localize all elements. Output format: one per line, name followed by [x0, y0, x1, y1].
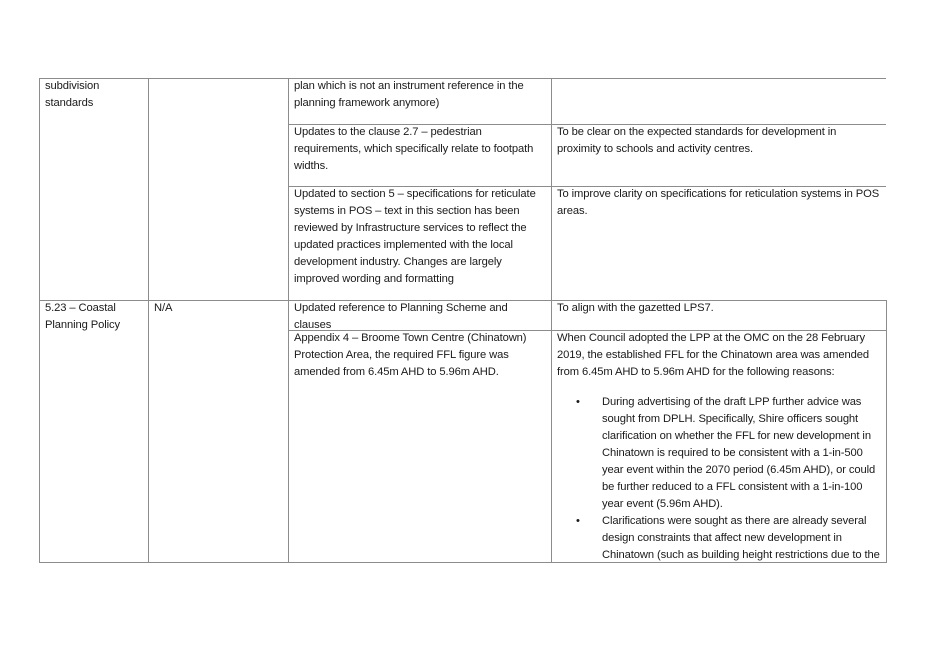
reason-text: To be clear on the expected standards for development in proximity to schools and activity centres.	[557, 126, 837, 155]
bullet-text: During advertising of the draft LPP further advice was sought from DPLH. Specifically, Shire officers sought clarification on whether the FFL for new development in Chinatown is required to be consistent with a 1-in-500 year event within the 2070 period (6.45m AHD), or could be further reduced to a FFL consistent with a 1-in-100 year event (5.96m AHD).	[602, 396, 876, 510]
column-divider	[39, 78, 40, 563]
change-text: plan which is not an instrument reference in the planning framework anymore)	[294, 80, 524, 109]
reason-cell	[557, 330, 882, 564]
clause-text: N/A	[154, 302, 173, 314]
reason-cell	[557, 124, 882, 158]
column-divider	[551, 78, 552, 563]
reason-text: When Council adopted the LPP at the OMC on the 28 February 2019, the established FFL for the Chinatown area was amended from 6.45m AHD to 5.96m AHD for the following reasons:	[557, 332, 870, 378]
topic-text: 5.23 – Coastal Planning Policy	[45, 302, 120, 331]
change-cell	[294, 124, 546, 175]
bullet-text: Clarifications were sought as there are already several design constraints that affect new development in Chinatown (such as building height restrictions due to the	[602, 515, 880, 561]
change-cell	[294, 78, 546, 112]
change-text: Updated to section 5 – specifications for reticulate systems in POS – text in this section has been reviewed by Infrastructure services to reflect the updated practices implemented with the local development industry. Changes are largely improved wording and formatting	[294, 188, 536, 285]
reason-cell	[557, 300, 882, 317]
column-divider	[148, 78, 149, 563]
bullet-icon: •	[576, 515, 580, 527]
bullet-icon: •	[576, 396, 580, 408]
change-cell	[294, 186, 546, 288]
column-divider	[288, 78, 289, 563]
table-right-border	[886, 300, 887, 563]
reason-cell	[557, 186, 882, 220]
topic-cell	[45, 78, 140, 112]
bullet-item	[576, 394, 882, 513]
topic-cell	[45, 300, 140, 334]
change-cell	[294, 330, 546, 381]
reason-text: To align with the gazetted LPS7.	[557, 302, 714, 314]
change-cell	[294, 300, 546, 334]
clause-cell	[154, 300, 284, 317]
reason-bullet-list	[557, 394, 882, 564]
change-text: Updated reference to Planning Scheme and clauses	[294, 302, 508, 331]
bullet-item	[576, 513, 882, 564]
change-text: Updates to the clause 2.7 – pedestrian requirements, which specifically relate to footpath widths.	[294, 126, 534, 172]
change-text: Appendix 4 – Broome Town Centre (Chinatown) Protection Area, the required FFL figure was amended from 6.45m AHD to 5.96m AHD.	[294, 332, 527, 378]
topic-text: subdivision standards	[45, 80, 100, 109]
reason-text: To improve clarity on specifications for reticulation systems in POS areas.	[557, 188, 880, 217]
